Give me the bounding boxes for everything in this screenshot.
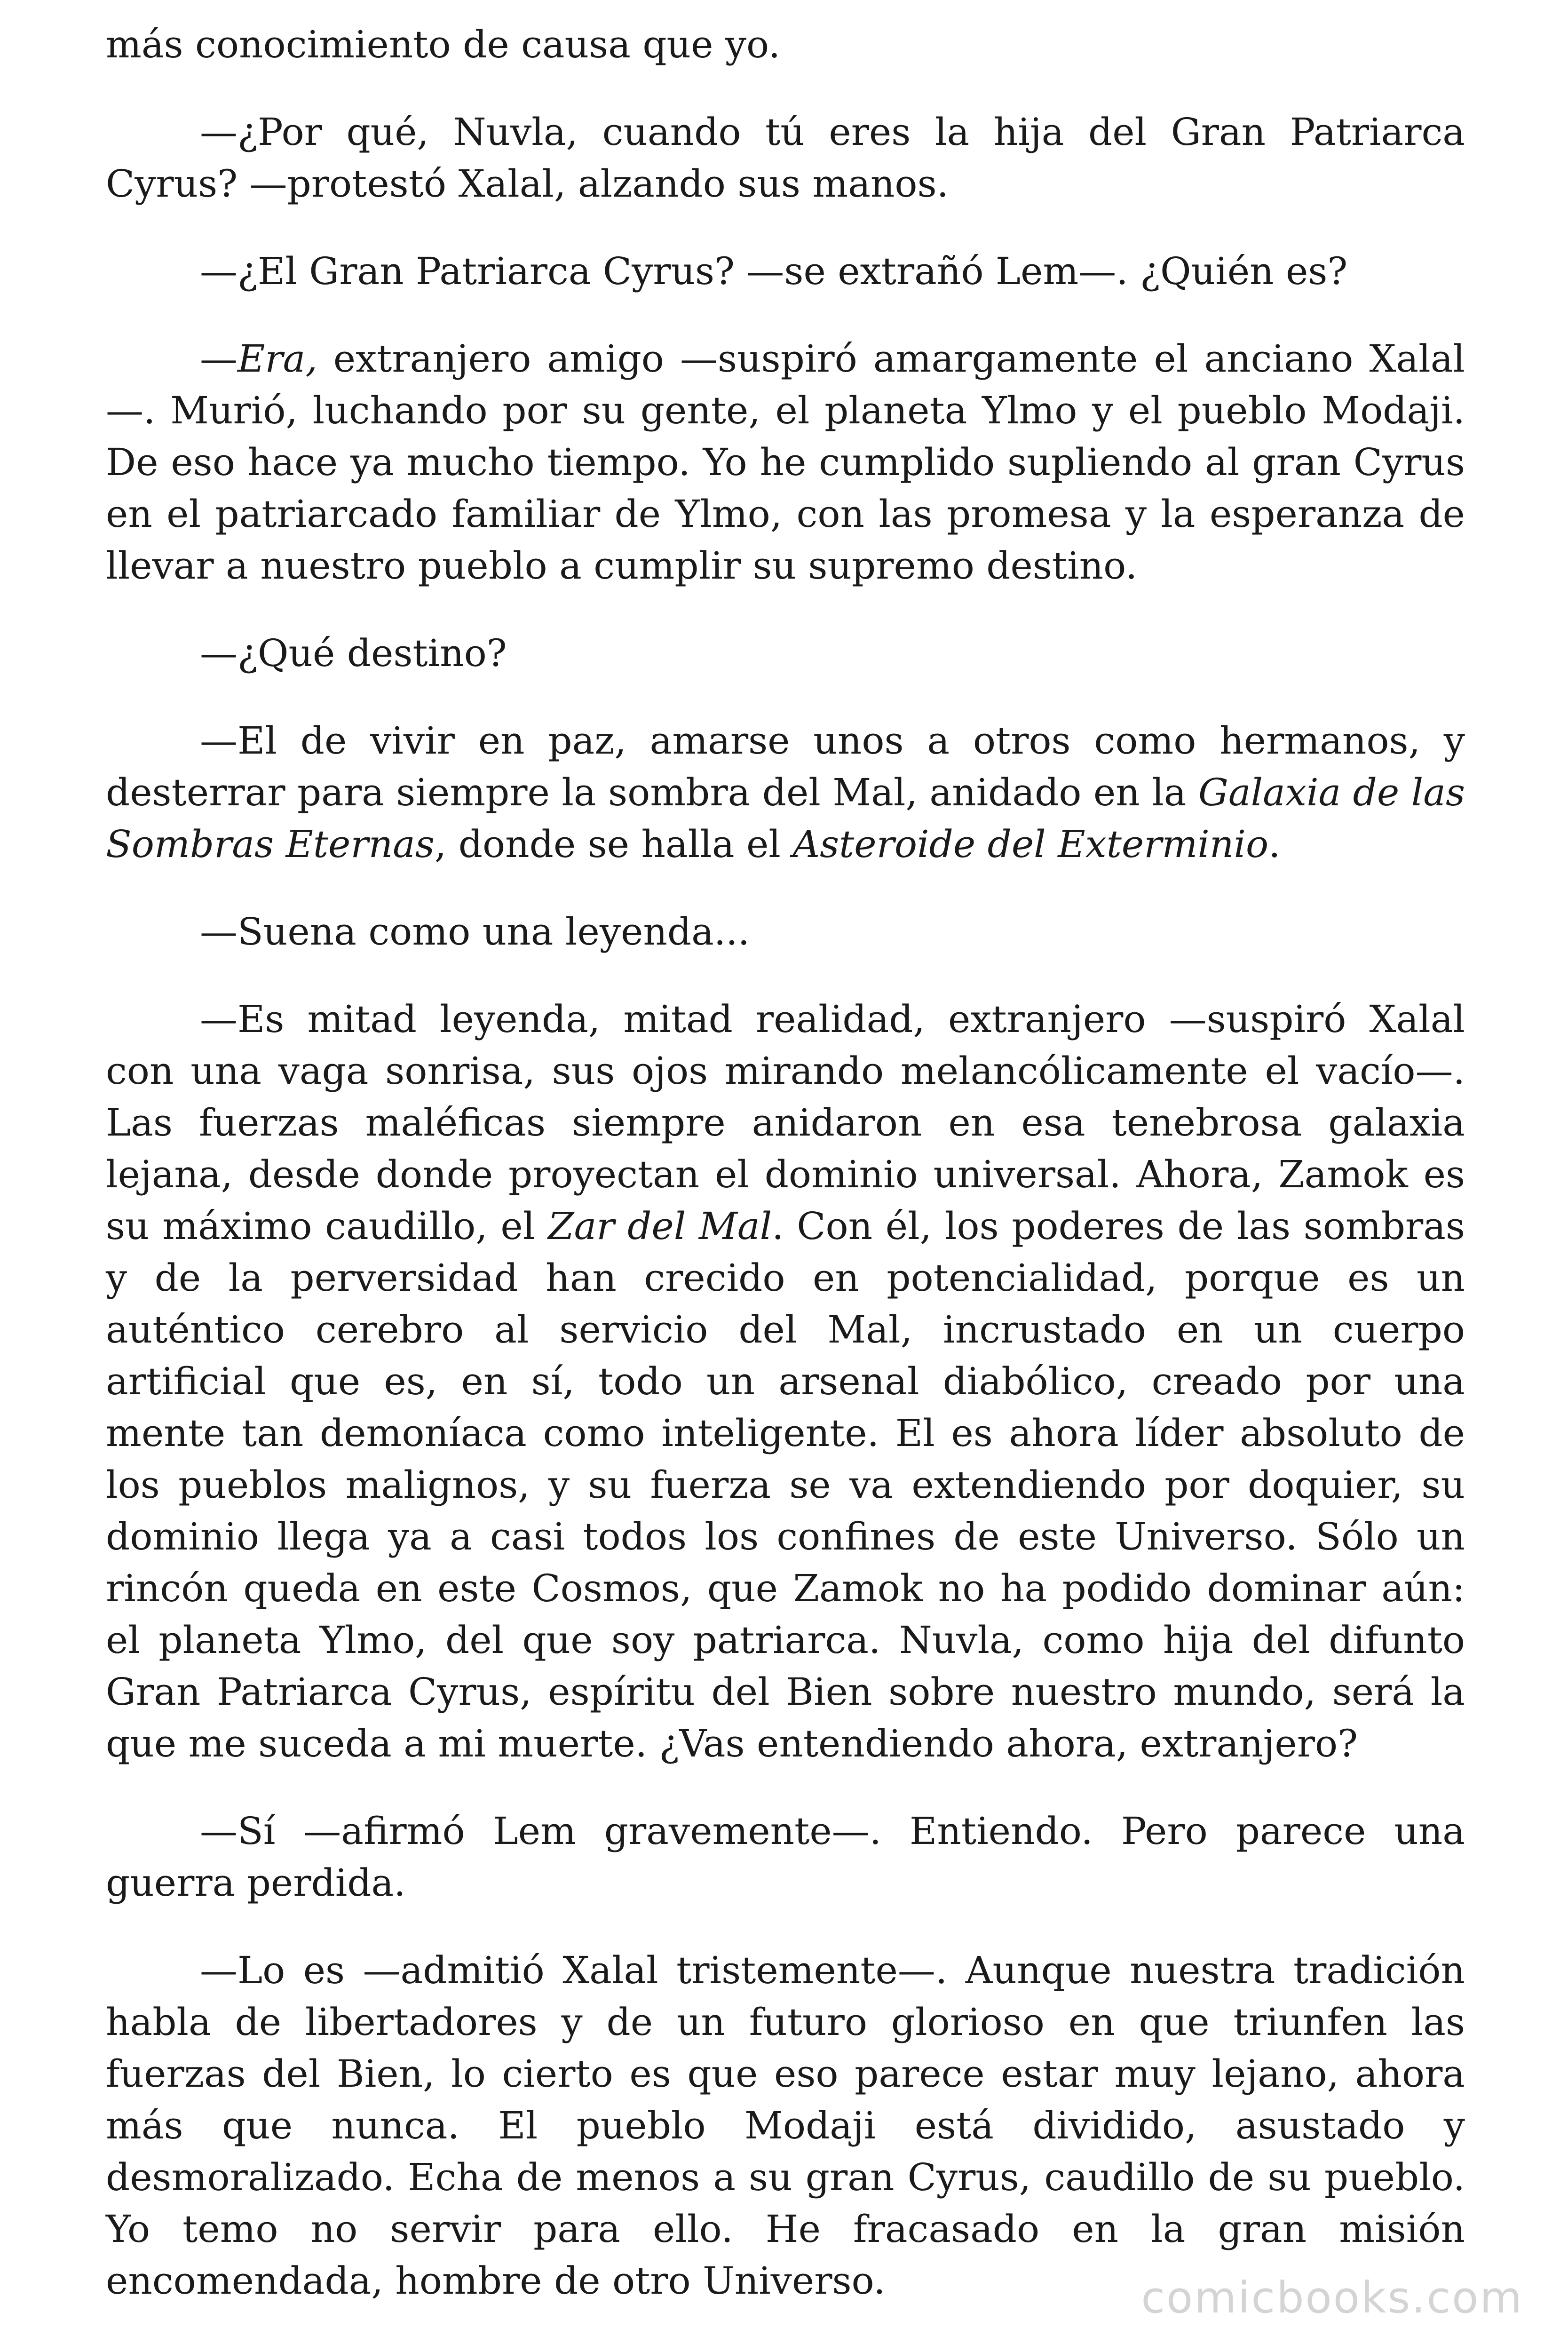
italic-text: Asteroide del Exterminio (792, 822, 1269, 866)
text-run: —¿Qué destino? (200, 631, 507, 675)
paragraph (106, 628, 1465, 679)
paragraph (106, 1945, 1465, 2307)
paragraph (106, 19, 1465, 71)
watermark: comicbooks.com (1141, 2273, 1523, 2323)
paragraph (106, 906, 1465, 958)
text-run: — (200, 337, 238, 381)
paragraph (106, 715, 1465, 870)
text-run: —Sí —afirmó Lem gravemente—. Entiendo. Pero parece una guerra perdida. (106, 1809, 1465, 1905)
text-run: —El de vivir en paz, amarse unos a otros como hermanos, y desterrar para siempre la sombra del Mal, anidado en la (106, 719, 1465, 814)
book-page (106, 19, 1465, 2343)
text-run: extranjero amigo —suspiró amargamente el anciano Xalal —. Murió, luchando por su gente, el planeta Ylmo y el pueblo Modaji. De eso hace ya mucho tiempo. Yo he cumplido supliendo al gran Cyrus en el patriarcado familiar de Ylmo, con las promesa y la esperanza de llevar a nuestro pueblo a cumplir su supremo destino. (106, 337, 1465, 588)
text-run: —¿Por qué, Nuvla, cuando tú eres la hija del Gran Patriarca Cyrus? —protestó Xalal, alzando sus manos. (106, 110, 1465, 206)
text-run: —¿El Gran Patriarca Cyrus? —se extrañó Lem—. ¿Quién es? (200, 249, 1348, 293)
paragraph (106, 333, 1465, 592)
paragraph (106, 1805, 1465, 1909)
italic-text: Galaxia de las Sombras Eternas (106, 771, 1465, 866)
text-run: —Suena como una leyenda... (200, 910, 750, 954)
italic-text: Zar del Mal (548, 1204, 772, 1248)
text-run: —Es mitad leyenda, mitad realidad, extranjero —suspiró Xalal con una vaga sonrisa, sus ojos mirando melancólicamente el vacío—. Las fuerzas maléficas siempre anidaron en esa tenebrosa galaxia lejana, desde donde proyectan el dominio universal. Ahora, Zamok es su máximo caudillo, el (106, 997, 1465, 1248)
paragraph (106, 106, 1465, 210)
text-run: . Con él, los poderes de las sombras y de la perversidad han crecido en potencialidad, porque es un auténtico cerebro al servicio del Mal, incrustado en un cuerpo artificial que es, en sí, todo un arsenal diabólico, creado por una mente tan demoníaca como inteligente. El es ahora líder absoluto de los pueblos malignos, y su fuerza se va extendiendo por doquier, su dominio llega ya a casi todos los confines de este Universo. Sólo un rincón queda en este Cosmos, que Zamok no ha podido dominar aún: el planeta Ylmo, del que soy patriarca. Nuvla, como hija del difunto Gran Patriarca Cyrus, espíritu del Bien sobre nuestro mundo, será la que me suceda a mi muerte. ¿Vas entendiendo ahora, extranjero? (106, 1204, 1465, 1765)
text-run: —Lo es —admitió Xalal tristemente—. Aunque nuestra tradición habla de libertadores y de un futuro glorioso en que triunfen las fuerzas del Bien, lo cierto es que eso parece estar muy lejano, ahora más que nunca. El pueblo Modaji está dividido, asustado y desmoralizado. Echa de menos a su gran Cyrus, caudillo de su pueblo. Yo temo no servir para ello. He fracasado en la gran misión encomendada, hombre de otro Universo. (106, 1948, 1465, 2303)
text-run: más conocimiento de causa que yo. (106, 23, 781, 66)
text-run: . (1268, 822, 1281, 866)
paragraph (106, 993, 1465, 1770)
italic-text: Era, (238, 337, 317, 381)
text-run: , donde se halla el (434, 822, 793, 866)
paragraph (106, 246, 1465, 297)
